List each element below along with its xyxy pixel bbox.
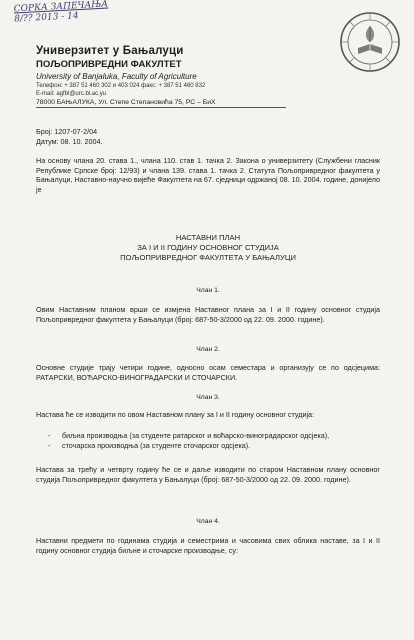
document-meta — [36, 127, 103, 146]
email: E-mail: agfbl@urc.bl.ac.yu — [36, 91, 107, 97]
document-title-line: НАСТАВНИ ПЛАН — [175, 233, 241, 242]
list-item-text: биљна производња (за студенте ратарског и воћарско-виноградарског одсјека), — [62, 431, 330, 440]
document-title-line: ЗА I И II ГОДИНУ ОСНОВНОГ СТУДИЈА — [137, 242, 279, 252]
handwritten-note-line: СОРКА ЗАПЕЧАЊА — [13, 0, 109, 15]
document-title — [36, 233, 380, 262]
handwritten-note — [14, 0, 109, 24]
article-text: Наставни предмети по годинама студија и семестрима и часовима свих облика наставе, за I и II годину основног студија биљне и сточарске производње, су: — [36, 536, 380, 555]
list-item: - биљна производња (за студенте ратарског и воћарско-виноградарског одсјека), — [48, 431, 330, 440]
article-heading: Члан 4. — [196, 518, 220, 525]
bullet-list — [48, 431, 378, 450]
university-seal-icon — [338, 10, 402, 74]
article-heading: Члан 2. — [196, 346, 220, 353]
article-text: Овим Наставним планом врши се измјена Наставног плана за I и II годину основног студија Пољопривредног факултета у Бањалуци (број: 687-50-3/2000 од 22. 09. 2000. године). — [36, 305, 380, 324]
article-heading: Члан 3. — [196, 394, 220, 401]
list-item: - сточарска производња (за студенте сточарског одсјека). — [48, 440, 251, 450]
postal-address: 78000 БАЊАЛУКА, Ул. Степе Степановића 75, РС – БиХ — [36, 98, 286, 108]
article-text: Настава за трећу и четврту годину ће се и даље изводити по старом Наставном плану основног студија Пољопривредног факултета у Бањалуци (број: 687-50-3/2000 од 22. 09. 2000. године). — [36, 465, 380, 484]
article-text: Настава ће се изводити по овом Наставном плану за I и II годину основног студија: — [36, 410, 315, 419]
letterhead — [36, 44, 336, 108]
document-date: Датум: 08. 10. 2004. — [36, 136, 103, 146]
list-item-text: сточарска производња (за студенте сточарског одсјека). — [62, 440, 251, 450]
university-name: Универзитет у Бањалуци — [36, 45, 184, 57]
intro-paragraph: На основу члана 20. става 1., члана 110. став 1. тачка 2. Закона о универзитету (Службени гласник Републике Српске број: 12/93) и члана 139. става 1. тачка 2. Статута Пољопривредног факултета у Бањалуци, Наставно-научно вијеће Факултета на 67. сједници одржаној 08. 10. 2004. године, донијело је — [36, 156, 380, 194]
article-heading: Члан 1. — [196, 287, 220, 294]
document-number: Број: 1207-07-2/04 — [36, 127, 98, 136]
university-name-english: University of Banjaluka, Faculty of Agriculture — [36, 72, 197, 81]
article-text: Основне студије трају четири године, односно осам семестара и организују се по одсјецима: РАТАРСКИ, ВОЋАРСКО-ВИНОГРАДАРСКИ И СТОЧАРСКИ. — [36, 363, 380, 382]
document-title-line: ПОЉОПРИВРЕДНОГ ФАКУЛТЕТА У БАЊАЛУЦИ — [120, 252, 296, 262]
handwritten-note-line: 8/?? 2013 - 14 — [14, 11, 79, 25]
phone-fax: Телефон: + 387 51 460 302 и 403 024 факс: + 387 51 460 832 — [36, 83, 206, 89]
faculty-name: ПОЉОПРИВРЕДНИ ФАКУЛТЕТ — [36, 59, 182, 70]
